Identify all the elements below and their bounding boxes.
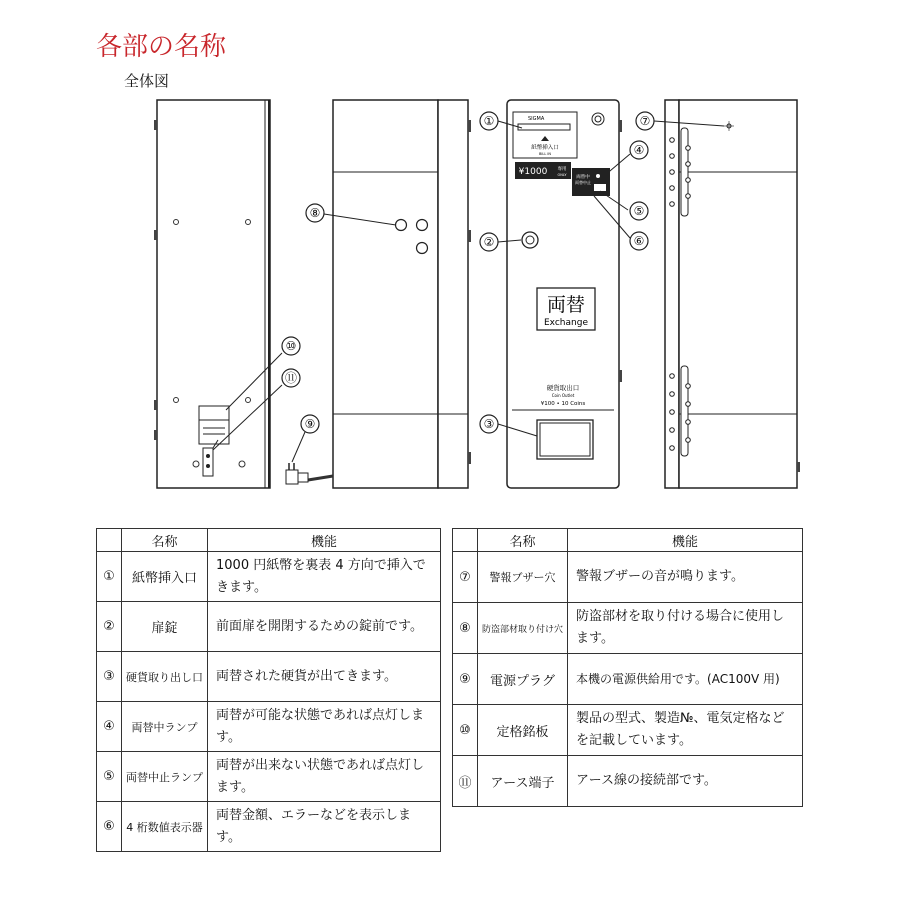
svg-text:⑥: ⑥: [633, 234, 645, 248]
table-header-name: 名称: [122, 529, 208, 552]
callout-4: [630, 141, 648, 159]
right-side-view: [665, 100, 800, 488]
table-row: [97, 802, 441, 852]
callout-2: [480, 233, 498, 251]
row-name: 扉錠: [122, 602, 208, 652]
price-label-sub2-text: ONLY: [557, 173, 567, 177]
callout-3: [480, 415, 498, 433]
svg-text:⑨: ⑨: [304, 417, 316, 431]
row-function: 両替が出来ない状態であれば点灯します。: [208, 752, 441, 802]
main-label-text: 両替: [546, 294, 586, 316]
row-name: 警報ブザー穴: [478, 552, 568, 603]
table-row: [453, 603, 803, 654]
table-header-num: [453, 529, 478, 552]
row-function: 本機の電源供給用です。(AC100V 用): [568, 654, 803, 705]
row-number: ⑨: [453, 654, 478, 705]
row-number: ②: [97, 602, 122, 652]
svg-text:⑪: ⑪: [284, 371, 298, 385]
lamp-panel-sub-text: 両替中止: [575, 180, 591, 185]
price-label-text: ¥1000: [518, 167, 548, 177]
row-function: 前面扉を開閉するための錠前です。: [208, 602, 441, 652]
callout-7: [636, 112, 654, 130]
main-label-en-text: Exchange: [544, 318, 588, 328]
svg-text:④: ④: [633, 143, 645, 157]
svg-text:⑧: ⑧: [309, 206, 321, 220]
row-function: アース線の接続部です。: [568, 756, 803, 807]
row-name: 硬貨取り出し口: [122, 652, 208, 702]
front-view: [507, 100, 622, 488]
callout-6: [630, 232, 648, 250]
page-title: 各部の名称: [96, 32, 227, 62]
row-name: 防盗部材取り付け穴: [478, 603, 568, 654]
row-number: ①: [97, 552, 122, 602]
parts-table-left: [96, 528, 441, 852]
callout-10: [282, 337, 300, 355]
bill-slot-label-text: 紙幣挿入口: [531, 145, 559, 151]
callout-9: [301, 415, 319, 433]
callout-11: [282, 369, 300, 387]
row-number: ⑤: [97, 752, 122, 802]
table-row: [97, 652, 441, 702]
row-name: 紙幣挿入口: [122, 552, 208, 602]
row-number: ⑥: [97, 802, 122, 852]
table-row: [97, 702, 441, 752]
price-label-sub-text: 専用: [557, 167, 567, 172]
table-row: [453, 552, 803, 603]
row-number: ⑩: [453, 705, 478, 756]
row-number: ⑦: [453, 552, 478, 603]
svg-text:③: ③: [483, 417, 495, 431]
row-name: 両替中ランプ: [122, 702, 208, 752]
row-function: 製品の型式、製造№、電気定格などを記載しています。: [568, 705, 803, 756]
table-row: [453, 756, 803, 807]
callout-5: [630, 202, 648, 220]
parts-table-right: [452, 528, 803, 807]
row-function: 1000 円紙幣を裏表 4 方向で挿入できます。: [208, 552, 441, 602]
table-row: [97, 552, 441, 602]
row-number: ③: [97, 652, 122, 702]
row-function: 両替金額、エラーなどを表示します。: [208, 802, 441, 852]
table-row: [453, 705, 803, 756]
svg-text:①: ①: [483, 114, 495, 128]
row-name: 電源プラグ: [478, 654, 568, 705]
bill-logo-text: SIGMA: [528, 116, 545, 122]
row-function: 両替が可能な状態であれば点灯します。: [208, 702, 441, 752]
svg-text:⑩: ⑩: [285, 339, 297, 353]
table-row: [97, 602, 441, 652]
row-name: 4 桁数値表示器: [122, 802, 208, 852]
bill-slot-sub-text: BILL IN: [538, 152, 552, 156]
row-number: ⑪: [453, 756, 478, 807]
table-header-function: 機能: [208, 529, 441, 552]
callout-1: [480, 112, 498, 130]
row-number: ④: [97, 702, 122, 752]
row-name: 両替中止ランプ: [122, 752, 208, 802]
table-header-name: 名称: [478, 529, 568, 552]
coin-outlet-label-text: 硬貨取出口: [546, 384, 580, 392]
svg-text:②: ②: [483, 235, 495, 249]
table-row: [97, 752, 441, 802]
back-view: [154, 100, 270, 488]
row-number: ⑧: [453, 603, 478, 654]
row-name: アース端子: [478, 756, 568, 807]
callout-8: [306, 204, 324, 222]
table-header-function: 機能: [568, 529, 803, 552]
svg-text:⑤: ⑤: [633, 204, 645, 218]
section-subtitle: 全体図: [124, 72, 170, 90]
table-row: [453, 654, 803, 705]
coin-outlet-en-text: Coin Outlet: [551, 393, 575, 398]
row-function: 両替された硬貨が出てきます。: [208, 652, 441, 702]
table-header-num: [97, 529, 122, 552]
row-function: 警報ブザーの音が鳴ります。: [568, 552, 803, 603]
lamp-panel-top-text: 両替中: [576, 175, 590, 180]
coin-outlet-value-text: ¥100 • 10 Coins: [540, 401, 586, 407]
svg-text:⑦: ⑦: [639, 114, 651, 128]
row-name: 定格銘板: [478, 705, 568, 756]
row-function: 防盗部材を取り付ける場合に使用します。: [568, 603, 803, 654]
